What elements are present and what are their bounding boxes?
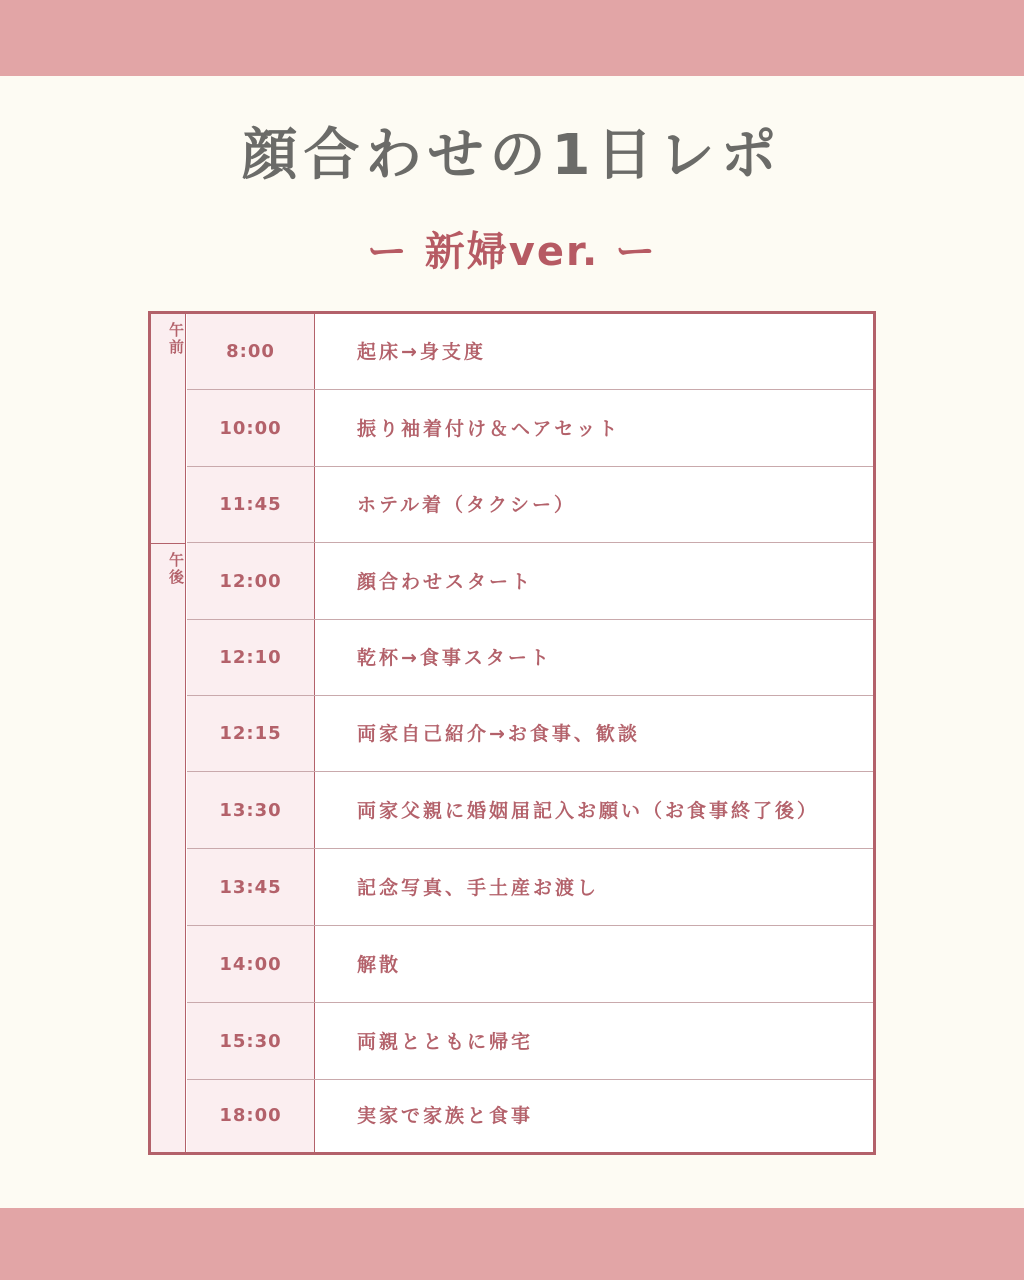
row-event: 両親とともに帰宅 bbox=[357, 1031, 534, 1053]
schedule-row bbox=[187, 850, 873, 926]
row-time: 18:00 bbox=[219, 1105, 282, 1126]
schedule-row bbox=[187, 314, 873, 390]
row-time: 13:30 bbox=[219, 800, 282, 821]
row-divider bbox=[187, 542, 873, 543]
schedule-row bbox=[187, 467, 873, 543]
row-time: 14:00 bbox=[219, 954, 282, 975]
schedule-row bbox=[187, 620, 873, 696]
row-time: 12:00 bbox=[219, 571, 282, 592]
top-band bbox=[0, 0, 1024, 76]
row-event: 解散 bbox=[357, 954, 402, 976]
page-title: 顔合わせの1日レポ bbox=[241, 123, 783, 188]
page-subtitle: ー 新婦ver. ー bbox=[366, 229, 658, 275]
row-divider bbox=[187, 389, 873, 390]
schedule-table bbox=[148, 311, 876, 1155]
schedule-row bbox=[187, 544, 873, 620]
row-event: 記念写真、手土産お渡し bbox=[357, 877, 600, 899]
schedule-row bbox=[187, 927, 873, 1003]
period-label-am: 午前 bbox=[167, 322, 185, 356]
row-event: 両家自己紹介→お食事、歓談 bbox=[357, 723, 640, 745]
schedule-row bbox=[187, 391, 873, 467]
bottom-band bbox=[0, 1208, 1024, 1280]
schedule-row bbox=[187, 1004, 873, 1080]
period-divider bbox=[151, 543, 185, 544]
row-time: 15:30 bbox=[219, 1031, 282, 1052]
row-divider bbox=[187, 848, 873, 849]
schedule-row bbox=[187, 1080, 873, 1152]
row-time: 13:45 bbox=[219, 877, 282, 898]
row-time: 11:45 bbox=[219, 494, 282, 515]
row-event: ホテル着（タクシー） bbox=[357, 494, 577, 516]
row-time: 12:10 bbox=[219, 647, 282, 668]
row-time: 10:00 bbox=[219, 418, 282, 439]
row-event: 顔合わせスタート bbox=[357, 571, 534, 593]
row-time: 8:00 bbox=[226, 341, 275, 362]
row-divider bbox=[187, 925, 873, 926]
row-divider bbox=[187, 1002, 873, 1003]
period-column bbox=[151, 314, 186, 1152]
row-event: 乾杯→食事スタート bbox=[357, 647, 552, 669]
row-event: 振り袖着付け＆ヘアセット bbox=[357, 418, 621, 440]
schedule-row bbox=[187, 696, 873, 772]
schedule-rows bbox=[187, 314, 873, 1152]
row-time: 12:15 bbox=[219, 723, 282, 744]
period-label-pm: 午後 bbox=[167, 552, 185, 586]
row-event: 実家で家族と食事 bbox=[357, 1105, 534, 1127]
row-divider bbox=[187, 771, 873, 772]
schedule-row bbox=[187, 773, 873, 849]
row-event: 起床→身支度 bbox=[357, 341, 486, 363]
row-event: 両家父親に婚姻届記入お願い（お食事終了後） bbox=[357, 800, 820, 822]
